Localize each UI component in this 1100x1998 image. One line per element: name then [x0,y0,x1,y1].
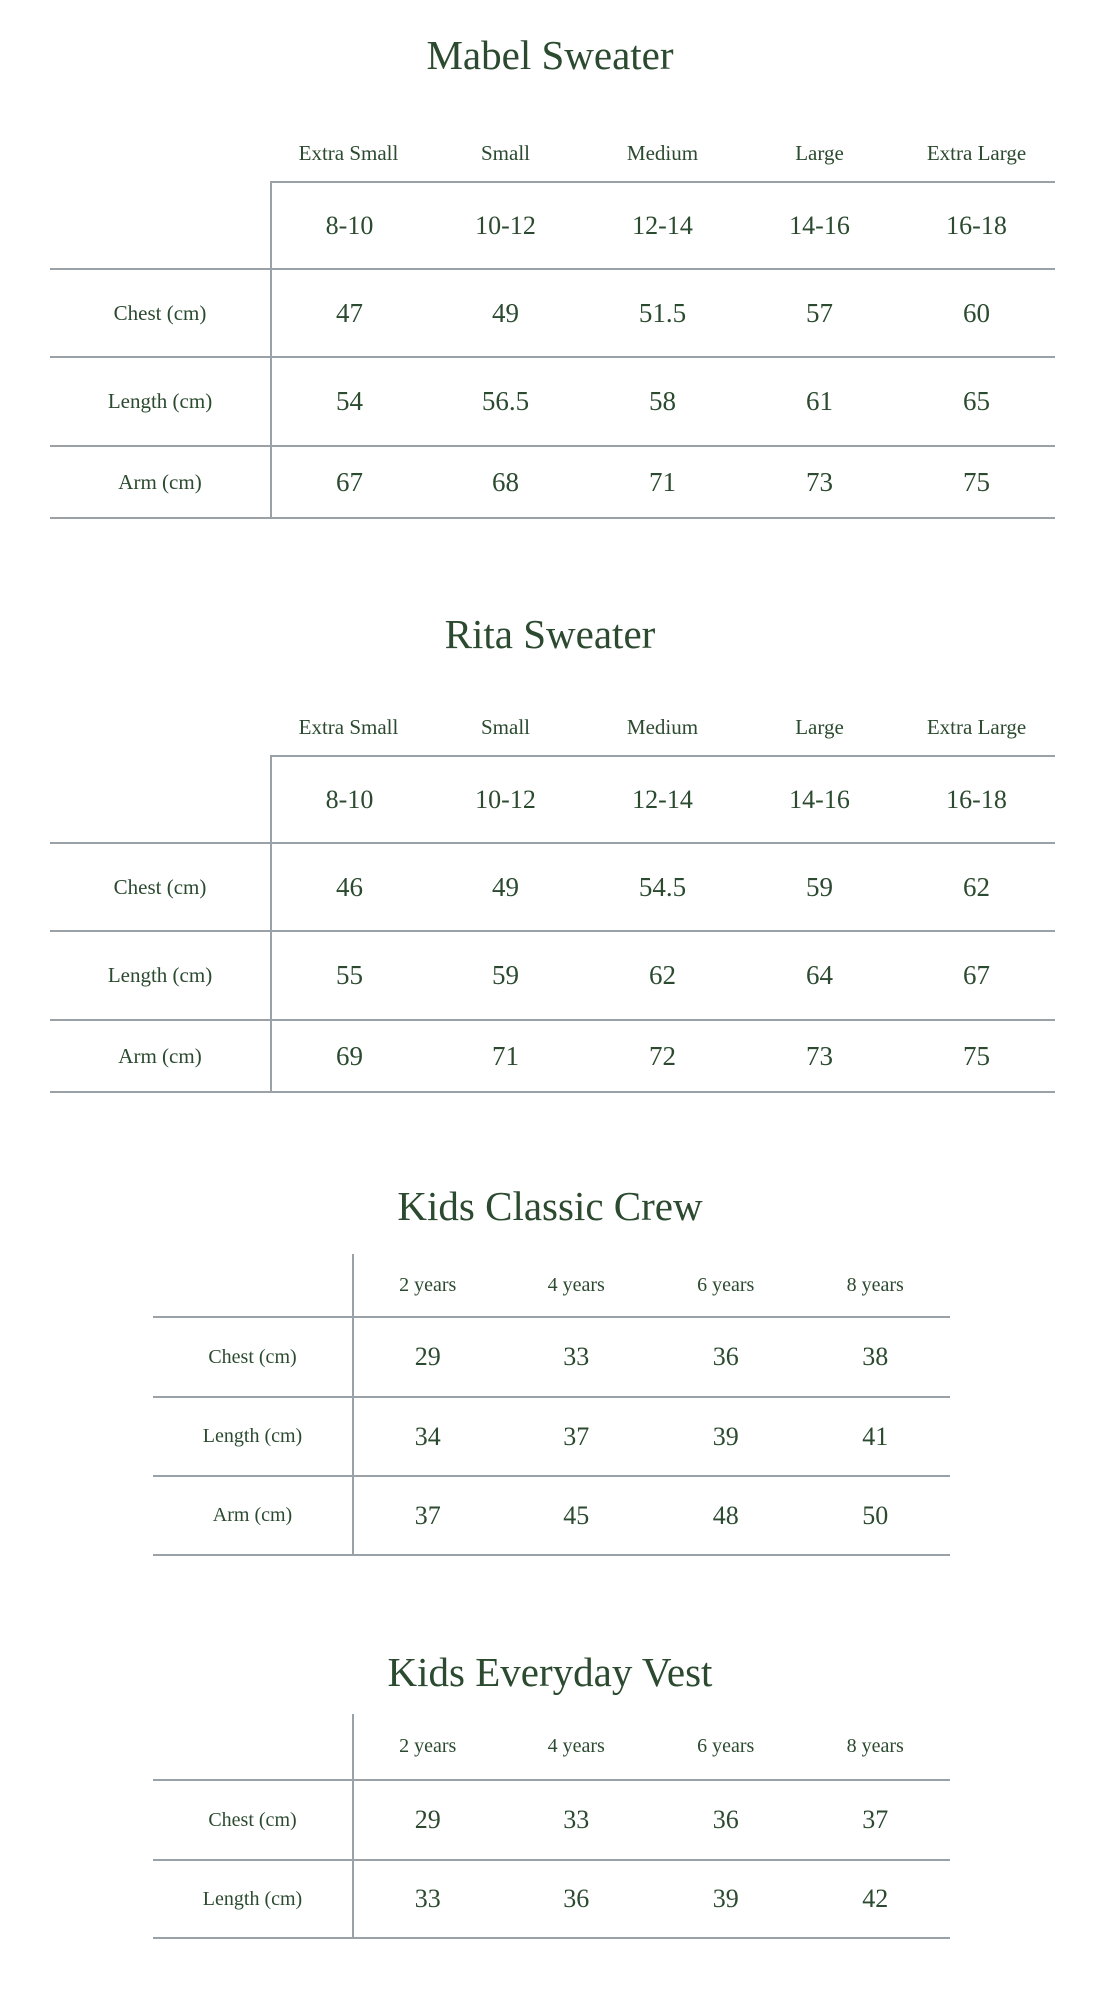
size-header-large: Large [795,715,844,739]
rita-size-table [50,705,1100,1093]
measurement-value-cell: 42 [801,1859,951,1939]
mabel-sweater-section [0,32,1100,519]
age-row-spacer [50,755,270,842]
measurement-value-cell: 29 [352,1316,502,1396]
measurement-value-cell: 62 [898,842,1055,930]
measurement-value-cell: 58 [584,356,741,445]
measurement-value-cell: 57 [741,268,898,356]
measurement-value-cell: 59 [741,842,898,930]
table-title-kids-classic-crew: Kids Classic Crew [397,1183,703,1229]
size-header-small: Small [480,715,530,739]
measurement-value-cell: 39 [651,1859,801,1939]
age-range-cell: 14-16 [741,181,898,268]
measurement-row-label: Arm (cm) [50,445,270,519]
measurement-value-cell: 64 [741,930,898,1019]
measurement-value-cell: 55 [270,930,427,1019]
measurement-value-cell: 36 [651,1316,801,1396]
size-header-extra-small: Extra Small [298,141,399,165]
measurement-value-cell: 71 [427,1019,584,1093]
size-header-6-years: 6 years [697,1273,755,1296]
measurement-value-cell: 54 [270,356,427,445]
measurement-row-label: Arm (cm) [50,1019,270,1093]
kids-classic-crew-size-table [153,1254,1100,1556]
age-range-cell: 8-10 [270,755,427,842]
age-range-cell: 12-14 [584,181,741,268]
measurement-value-cell: 34 [352,1396,502,1475]
kids-classic-crew-section [0,1183,1100,1556]
measurement-value-cell: 71 [584,445,741,519]
size-header-extra-large: Extra Large [926,141,1027,165]
measurement-row-label: Chest (cm) [50,268,270,356]
measurement-row-label: Length (cm) [50,930,270,1019]
measurement-value-cell: 68 [427,445,584,519]
measurement-value-cell: 73 [741,445,898,519]
measurement-value-cell: 49 [427,268,584,356]
rita-sweater-section [0,611,1100,1093]
measurement-value-cell: 41 [801,1396,951,1475]
measurement-value-cell: 73 [741,1019,898,1093]
measurement-value-cell: 37 [352,1475,502,1556]
table-title-kids-everyday-vest: Kids Everyday Vest [387,1649,713,1695]
size-header-6-years: 6 years [697,1735,755,1757]
size-header-2-years: 2 years [352,1254,502,1316]
age-range-cell: 10-12 [427,755,584,842]
measurement-value-cell: 47 [270,268,427,356]
measurement-row-label: Chest (cm) [50,842,270,930]
size-header-extra-small: Extra Small [298,715,399,739]
measurement-value-cell: 50 [801,1475,951,1556]
size-header-medium: Medium [626,715,699,739]
measurement-value-cell: 72 [584,1019,741,1093]
table-corner-spacer [153,1254,352,1316]
measurement-value-cell: 37 [801,1779,951,1859]
measurement-row-label: Length (cm) [153,1396,352,1475]
size-header-large: Large [795,141,844,165]
measurement-value-cell: 54.5 [584,842,741,930]
measurement-row-label: Arm (cm) [153,1475,352,1556]
age-range-cell: 14-16 [741,755,898,842]
table-corner-spacer [50,705,270,755]
size-header-4-years: 4 years [547,1735,605,1757]
measurement-value-cell: 33 [502,1779,652,1859]
age-range-cell: 10-12 [427,181,584,268]
measurement-row-label: Length (cm) [153,1859,352,1939]
measurement-value-cell: 59 [427,930,584,1019]
size-header-2-years: 2 years [352,1714,502,1779]
measurement-value-cell: 46 [270,842,427,930]
table-corner-spacer [153,1714,352,1779]
size-header-8-years: 8 years [846,1273,904,1296]
measurement-row-label: Chest (cm) [153,1316,352,1396]
measurement-row-label: Length (cm) [50,356,270,445]
size-header-extra-large: Extra Large [926,715,1027,739]
age-range-cell: 12-14 [584,755,741,842]
mabel-size-table [50,131,1100,519]
age-row-spacer [50,181,270,268]
measurement-value-cell: 75 [898,1019,1055,1093]
measurement-value-cell: 65 [898,356,1055,445]
measurement-value-cell: 29 [352,1779,502,1859]
measurement-value-cell: 75 [898,445,1055,519]
age-range-cell: 16-18 [898,755,1055,842]
measurement-value-cell: 37 [502,1396,652,1475]
age-range-cell: 16-18 [898,181,1055,268]
measurement-value-cell: 61 [741,356,898,445]
measurement-value-cell: 33 [502,1316,652,1396]
measurement-value-cell: 62 [584,930,741,1019]
measurement-value-cell: 56.5 [427,356,584,445]
measurement-value-cell: 49 [427,842,584,930]
measurement-value-cell: 48 [651,1475,801,1556]
measurement-value-cell: 51.5 [584,268,741,356]
measurement-value-cell: 45 [502,1475,652,1556]
table-title-rita-sweater: Rita Sweater [444,611,656,657]
measurement-row-label: Chest (cm) [153,1779,352,1859]
kids-everyday-vest-size-table [153,1714,1100,1939]
table-title-mabel-sweater: Mabel Sweater [426,32,674,78]
measurement-value-cell: 60 [898,268,1055,356]
size-header-8-years: 8 years [846,1735,904,1757]
measurement-value-cell: 38 [801,1316,951,1396]
size-header-small: Small [480,141,530,165]
measurement-value-cell: 69 [270,1019,427,1093]
age-range-cell: 8-10 [270,181,427,268]
measurement-value-cell: 36 [651,1779,801,1859]
measurement-value-cell: 33 [352,1859,502,1939]
measurement-value-cell: 67 [270,445,427,519]
kids-everyday-vest-section [0,1649,1100,1939]
size-header-medium: Medium [626,141,699,165]
measurement-value-cell: 36 [502,1859,652,1939]
measurement-value-cell: 39 [651,1396,801,1475]
size-header-4-years: 4 years [547,1273,605,1296]
measurement-value-cell: 67 [898,930,1055,1019]
table-corner-spacer [50,131,270,181]
